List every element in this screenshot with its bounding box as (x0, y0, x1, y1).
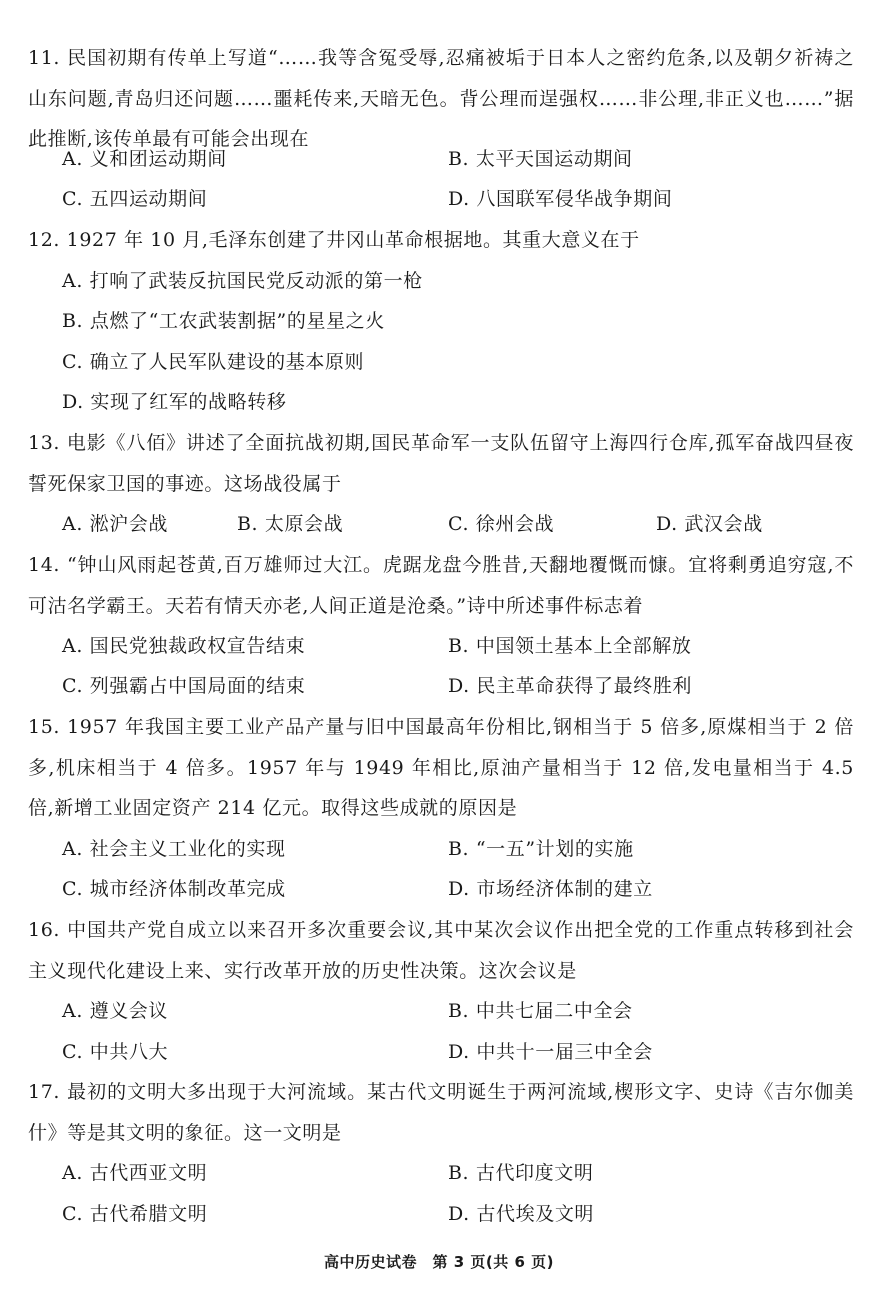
question-17-option-d: D. 古代埃及文明 (448, 1203, 595, 1225)
question-13-stem: 13. 电影《八佰》讲述了全面抗战初期,国民革命军一支队伍留守上海四行仓库,孤军奋战四昼夜誓死保家卫国的事迹。这场战役属于 (28, 432, 854, 495)
question-12-stem: 12. 1927 年 10 月,毛泽东创建了井冈山革命根据地。其重大意义在于 (28, 229, 640, 251)
question-16-option-d: D. 中共十一届三中全会 (448, 1041, 653, 1063)
question-12-option-a: A. 打响了武装反抗国民党反动派的第一枪 (62, 270, 423, 292)
question-14-option-a: A. 国民党独裁政权宣告结束 (62, 635, 306, 657)
question-11-option-a: A. 义和团运动期间 (62, 148, 227, 170)
question-17-option-c: C. 古代希腊文明 (62, 1203, 208, 1225)
question-17-stem: 17. 最初的文明大多出现于大河流域。某古代文明诞生于两河流域,楔形文字、史诗《吉尔伽美什》等是其文明的象征。这一文明是 (28, 1081, 854, 1144)
question-15-option-d: D. 市场经济体制的建立 (448, 878, 653, 900)
question-16-option-b: B. 中共七届二中全会 (448, 1000, 633, 1022)
question-13-option-b: B. 太原会战 (237, 513, 344, 535)
question-17-option-a: A. 古代西亚文明 (62, 1162, 208, 1184)
question-15-option-c: C. 城市经济体制改革完成 (62, 878, 286, 900)
question-12-option-c: C. 确立了人民军队建设的基本原则 (62, 351, 365, 373)
question-13-option-d: D. 武汉会战 (656, 513, 763, 535)
question-15-stem: 15. 1957 年我国主要工业产品产量与旧中国最高年份相比,钢相当于 5 倍多,原煤相当于 2 倍多,机床相当于 4 倍多。1957 年与 1949 年相比,原油产量相当于 12 倍,发电量相当于 4.5 倍,新增工业固定资产 214 亿元。取得这些成就的原因是 (28, 716, 854, 819)
question-12-option-d: D. 实现了红军的战略转移 (62, 391, 287, 413)
question-14-option-d: D. 民主革命获得了最终胜利 (448, 675, 693, 697)
question-14-option-c: C. 列强霸占中国局面的结束 (62, 675, 306, 697)
question-15-option-b: B. “一五”计划的实施 (448, 838, 634, 860)
question-11-stem: 11. 民国初期有传单上写道“……我等含冤受辱,忍痛被垢于日本人之密约危条,以及朝夕祈祷之山东问题,青岛归还问题……噩耗传来,天暗无色。背公理而逞强权……非公理,非正义也……”据此推断,该传单最有可能会出现在 (28, 47, 854, 150)
question-17-option-b: B. 古代印度文明 (448, 1162, 594, 1184)
question-14-stem: 14. “钟山风雨起苍黄,百万雄师过大江。虎踞龙盘今胜昔,天翻地覆慨而慷。宜将剩勇追穷寇,不可沽名学霸王。天若有情天亦老,人间正道是沧桑。”诗中所述事件标志着 (28, 554, 854, 617)
question-13-option-c: C. 徐州会战 (448, 513, 555, 535)
question-16-stem: 16. 中国共产党自成立以来召开多次重要会议,其中某次会议作出把全党的工作重点转移到社会主义现代化建设上来、实行改革开放的历史性决策。这次会议是 (28, 919, 854, 982)
question-11-option-c: C. 五四运动期间 (62, 188, 208, 210)
question-16-option-a: A. 遵义会议 (62, 1000, 169, 1022)
question-14-option-b: B. 中国领土基本上全部解放 (448, 635, 692, 657)
question-12-option-b: B. 点燃了“工农武装割据”的星星之火 (62, 310, 385, 332)
question-11-option-b: B. 太平天国运动期间 (448, 148, 633, 170)
page-footer: 高中历史试卷 第 3 页(共 6 页) (324, 1253, 554, 1271)
question-16-option-c: C. 中共八大 (62, 1041, 169, 1063)
question-11-option-d: D. 八国联军侵华战争期间 (448, 188, 673, 210)
question-13-option-a: A. 淞沪会战 (62, 513, 169, 535)
question-15-option-a: A. 社会主义工业化的实现 (62, 838, 286, 860)
